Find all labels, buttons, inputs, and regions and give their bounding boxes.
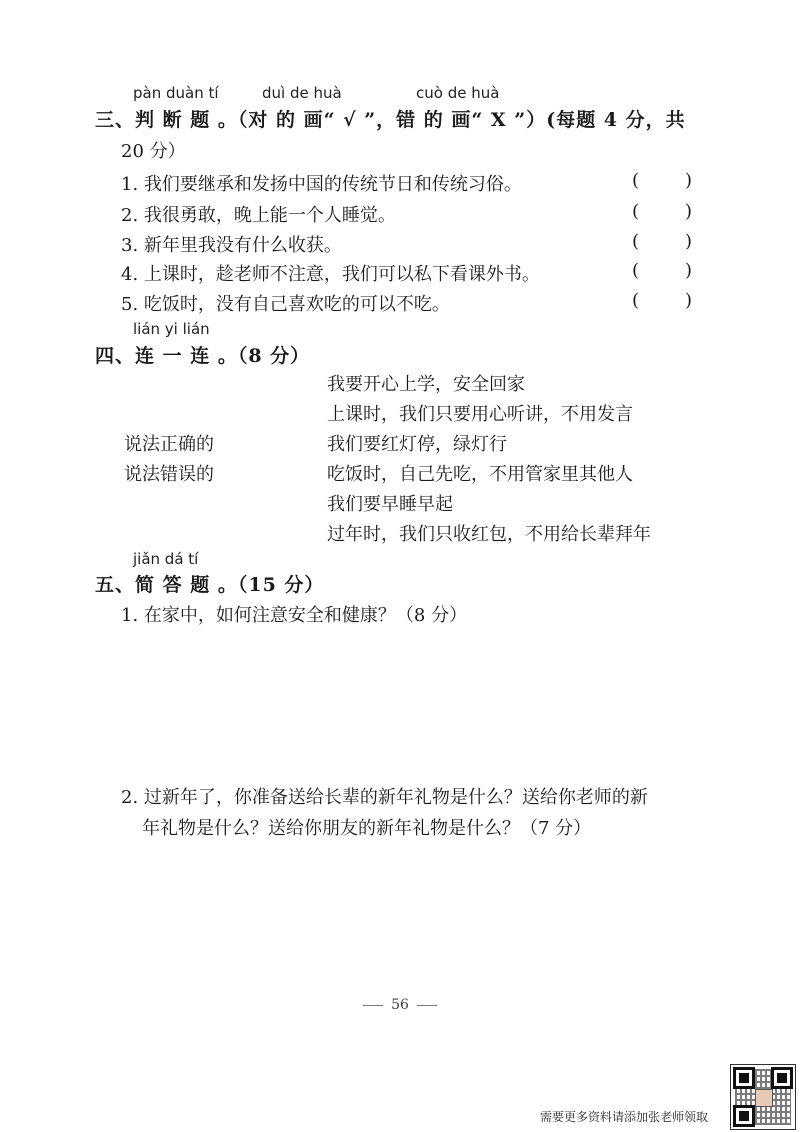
- judge-item-4: 4. 上课时，趁老师不注意，我们可以私下看课外书。: [121, 264, 540, 285]
- promo-text: 需要更多资料请添加张老师领取: [540, 1110, 709, 1124]
- answer-blank-1[interactable]: ( ): [632, 170, 692, 191]
- pinyin-cuodehua: cuò de huà: [416, 84, 500, 102]
- divider: [417, 1005, 437, 1006]
- judge-item-5: 5. 吃饭时，没有自己喜欢吃的可以不吃。: [121, 294, 450, 315]
- divider: [363, 1005, 383, 1006]
- pinyin-panduanti: pàn duàn tí: [133, 84, 219, 102]
- section3-title: 三、判 断 题 。（对 的 画“ √ ”，错 的 画“ X ”）(每题 4 分，共: [95, 109, 686, 131]
- match-left-wrong[interactable]: 说法错误的: [124, 464, 214, 485]
- answer-area-q2[interactable]: [121, 845, 681, 975]
- match-right-3[interactable]: 我们要红灯停，绿灯行: [327, 434, 507, 455]
- short-answer-q2-line1: 2. 过新年了，你准备送给长辈的新年礼物是什么？送给你老师的新: [121, 787, 648, 808]
- section5-title: 五、简 答 题 。（15 分）: [95, 574, 325, 596]
- match-right-6[interactable]: 过年时，我们只收红包，不用给长辈拜年: [327, 524, 651, 545]
- answer-blank-4[interactable]: ( ): [632, 260, 692, 281]
- answer-blank-3[interactable]: ( ): [632, 231, 692, 252]
- match-right-5[interactable]: 我们要早睡早起: [327, 494, 453, 515]
- pinyin-lianyilian: lián yi lián: [133, 320, 210, 338]
- qr-code-icon: [730, 1064, 796, 1130]
- judge-item-3: 3. 新年里我没有什么收获。: [121, 235, 342, 256]
- match-right-1[interactable]: 我要开心上学，安全回家: [327, 374, 525, 395]
- answer-area-q1[interactable]: [121, 630, 681, 770]
- judge-item-2: 2. 我很勇敢，晚上能一个人睡觉。: [121, 205, 396, 226]
- section3-title-cont: 20 分）: [121, 141, 186, 162]
- short-answer-q2-line2: 年礼物是什么？送给你朋友的新年礼物是什么？（7 分）: [142, 818, 592, 839]
- match-right-4[interactable]: 吃饭时，自己先吃，不用管家里其他人: [327, 464, 633, 485]
- answer-blank-5[interactable]: ( ): [632, 290, 692, 311]
- match-right-2[interactable]: 上课时，我们只要用心听讲，不用发言: [327, 404, 633, 425]
- answer-blank-2[interactable]: ( ): [632, 201, 692, 222]
- page-number-text: 56: [391, 997, 409, 1013]
- short-answer-q1: 1. 在家中，如何注意安全和健康？（8 分）: [121, 605, 468, 626]
- pinyin-duidehua: duì de huà: [262, 84, 342, 102]
- judge-item-1: 1. 我们要继承和发扬中国的传统节日和传统习俗。: [121, 174, 522, 195]
- avatar: [755, 1089, 773, 1107]
- section4-title: 四、连 一 连 。（8 分）: [95, 345, 311, 367]
- page-number: [0, 997, 800, 1013]
- match-left-correct[interactable]: 说法正确的: [124, 434, 214, 455]
- pinyin-jiandati: jiǎn dá tí: [133, 550, 199, 568]
